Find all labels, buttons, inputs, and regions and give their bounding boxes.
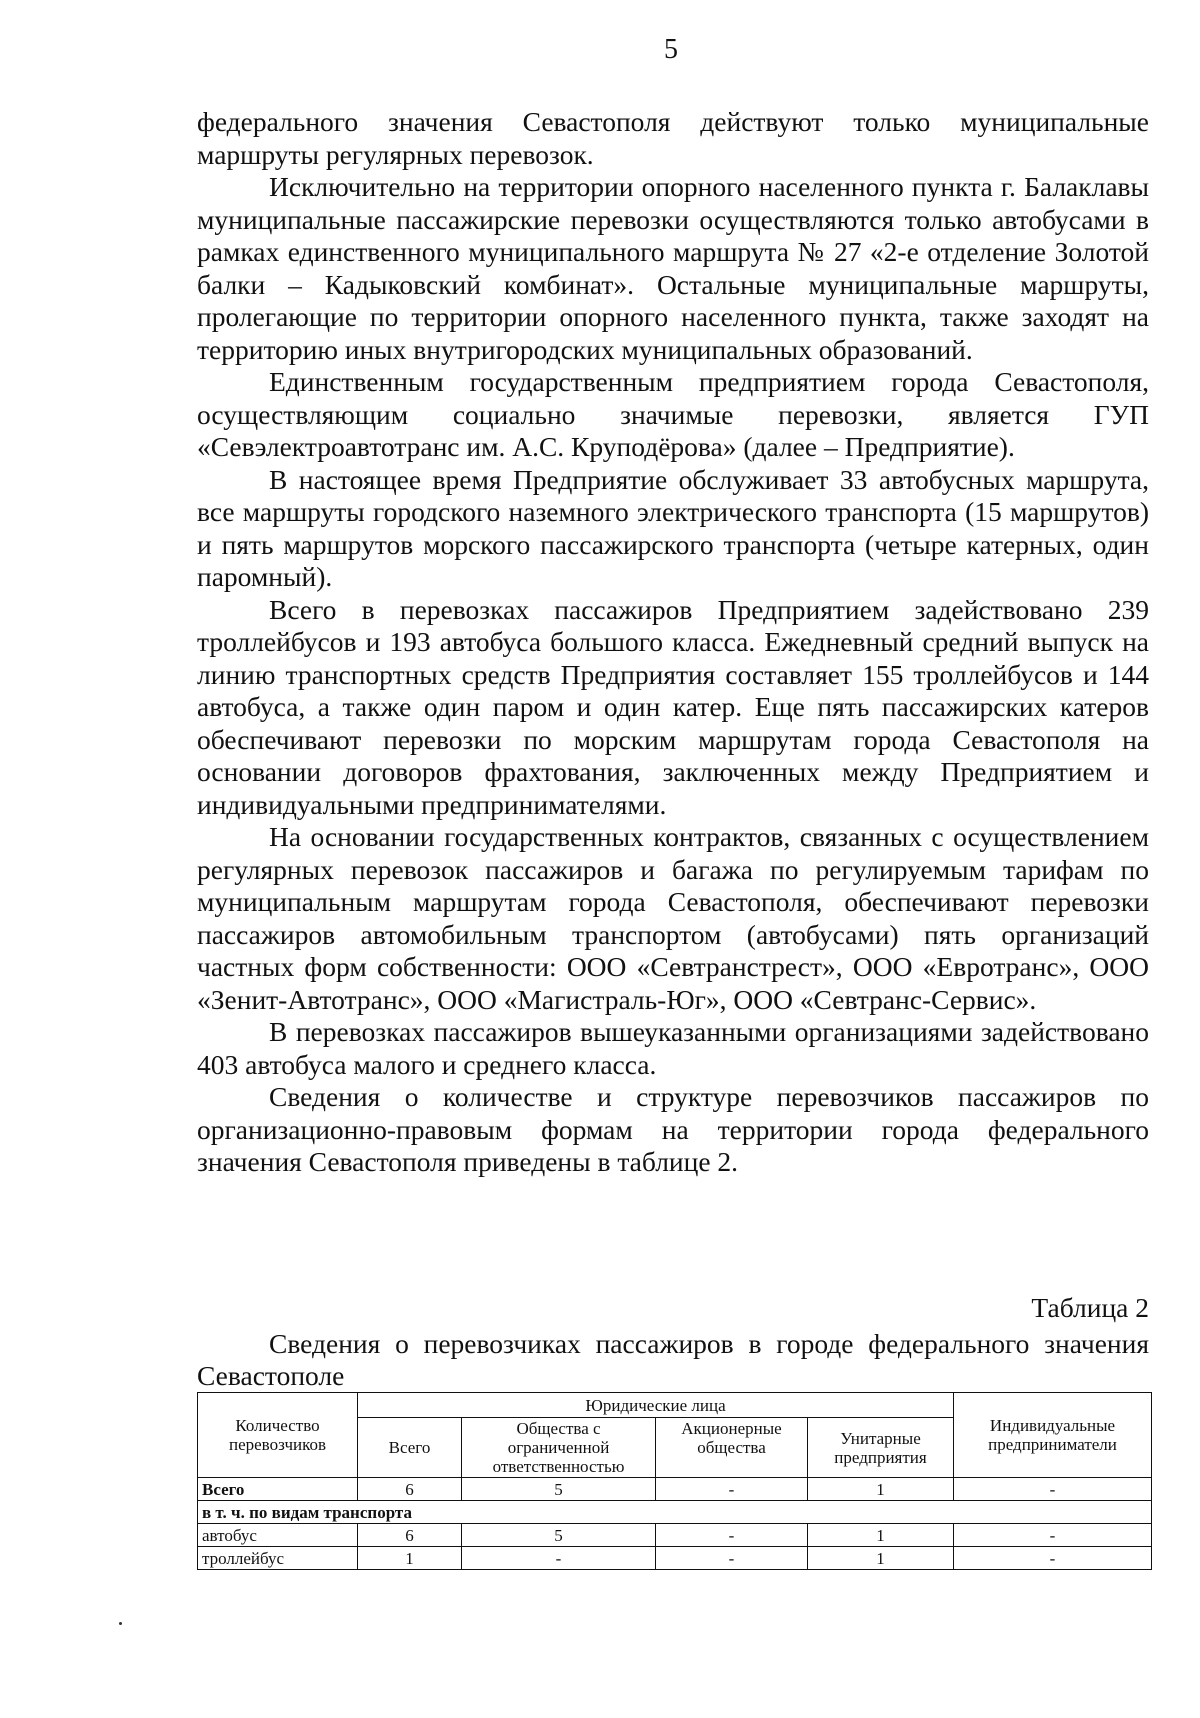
scan-speck: [119, 1622, 122, 1625]
header-unitary: Унитарные предприятия: [808, 1418, 954, 1478]
table-row: [198, 1547, 1152, 1570]
header-legal-entities: Юридические лица: [358, 1393, 954, 1418]
row-label: троллейбус: [198, 1547, 358, 1570]
row-label: Всего: [198, 1478, 358, 1501]
table-row-total: [198, 1478, 1152, 1501]
cell-jsc: -: [656, 1524, 808, 1547]
body-text: [197, 106, 1149, 1179]
paragraph: федерального значения Севастополя действуют только муниципальные маршруты регулярных перевозок.: [197, 106, 1149, 170]
cell-unitary: 1: [808, 1524, 954, 1547]
paragraph: В перевозках пассажиров вышеуказанными организациями задействовано 403 автобуса малого и среднего класса.: [197, 1016, 1149, 1080]
cell-unitary: 1: [808, 1547, 954, 1570]
table-caption: Таблица 2: [1031, 1292, 1149, 1323]
paragraph: Всего в перевозках пассажиров Предприятием задействовано 239 троллейбусов и 193 автобуса большого класса. Ежедневный средний выпуск на линию транспортных средств Предприятия составляет 155 троллейбусов и 144 автобуса, а также один паром и один катер. Еще пять пассажирских катеров обеспечивают перевозки по морским маршрутам города Севастополя на основании договоров фрахтования, заключенных между Предприятием и индивидуальными предпринимателями.: [197, 593, 1149, 820]
paragraph: Исключительно на территории опорного населенного пункта г. Балаклавы муниципальные пассажирские перевозки осуществляются только автобусами в рамках единственного муниципального маршрута № 27 «2-е отделение Золотой балки – Кадыковский комбинат». Остальные муниципальные маршруты, пролегающие по территории опорного населенного пункта, также заходят на территорию иных внутригородских муниципальных образований.: [197, 171, 1149, 365]
section-label: в т. ч. по видам транспорта: [198, 1501, 1152, 1524]
paragraph: В настоящее время Предприятие обслуживает 33 автобусных маршрута, все маршруты городского наземного электрического транспорта (15 маршрутов) и пять маршрутов морского пассажирского транспорта (четыре катерных, один паромный).: [197, 463, 1149, 592]
header-llc: Общества с ограниченной ответственностью: [462, 1418, 656, 1478]
table-row: [198, 1524, 1152, 1547]
cell-llc: -: [462, 1547, 656, 1570]
cell-individual: -: [954, 1547, 1152, 1570]
page-number: 5: [664, 34, 678, 65]
header-count: Количество перевозчиков: [198, 1393, 358, 1478]
cell-jsc: -: [656, 1478, 808, 1501]
cell-llc: 5: [462, 1524, 656, 1547]
cell-total: 1: [358, 1547, 462, 1570]
carriers-table: [197, 1392, 1152, 1570]
table-row-section: [198, 1501, 1152, 1524]
cell-unitary: 1: [808, 1478, 954, 1501]
cell-individual: -: [954, 1524, 1152, 1547]
paragraph: Единственным государственным предприятием города Севастополя, осуществляющим социально значимые перевозки, является ГУП «Севэлектроавтотранс им. А.С. Круподёрова» (далее – Предприятие).: [197, 366, 1149, 462]
header-individual: Индивидуальные предприниматели: [954, 1393, 1152, 1478]
cell-individual: -: [954, 1478, 1152, 1501]
header-total: Всего: [358, 1418, 462, 1478]
cell-llc: 5: [462, 1478, 656, 1501]
row-label: автобус: [198, 1524, 358, 1547]
cell-total: 6: [358, 1478, 462, 1501]
paragraph: На основании государственных контрактов, связанных с осуществлением регулярных перевозок пассажиров и багажа по регулируемым тарифам по муниципальным маршрутам города Севастополя, обеспечивают перевозки пассажиров автомобильным транспортом (автобусами) пять организаций частных форм собственности: ООО «Севтранстрест», ООО «Евротранс», ООО «Зенит-Автотранс», ООО «Магистраль-Юг», ООО «Севтранс-Сервис».: [197, 821, 1149, 1015]
cell-total: 6: [358, 1524, 462, 1547]
cell-jsc: -: [656, 1547, 808, 1570]
header-jsc: Акционерные общества: [656, 1418, 808, 1478]
table-title: Сведения о перевозчиках пассажиров в городе федерального значения Севастополе: [197, 1328, 1149, 1391]
paragraph: Сведения о количестве и структуре перевозчиков пассажиров по организационно-правовым формам на территории города федерального значения Севастополя приведены в таблице 2.: [197, 1081, 1149, 1177]
